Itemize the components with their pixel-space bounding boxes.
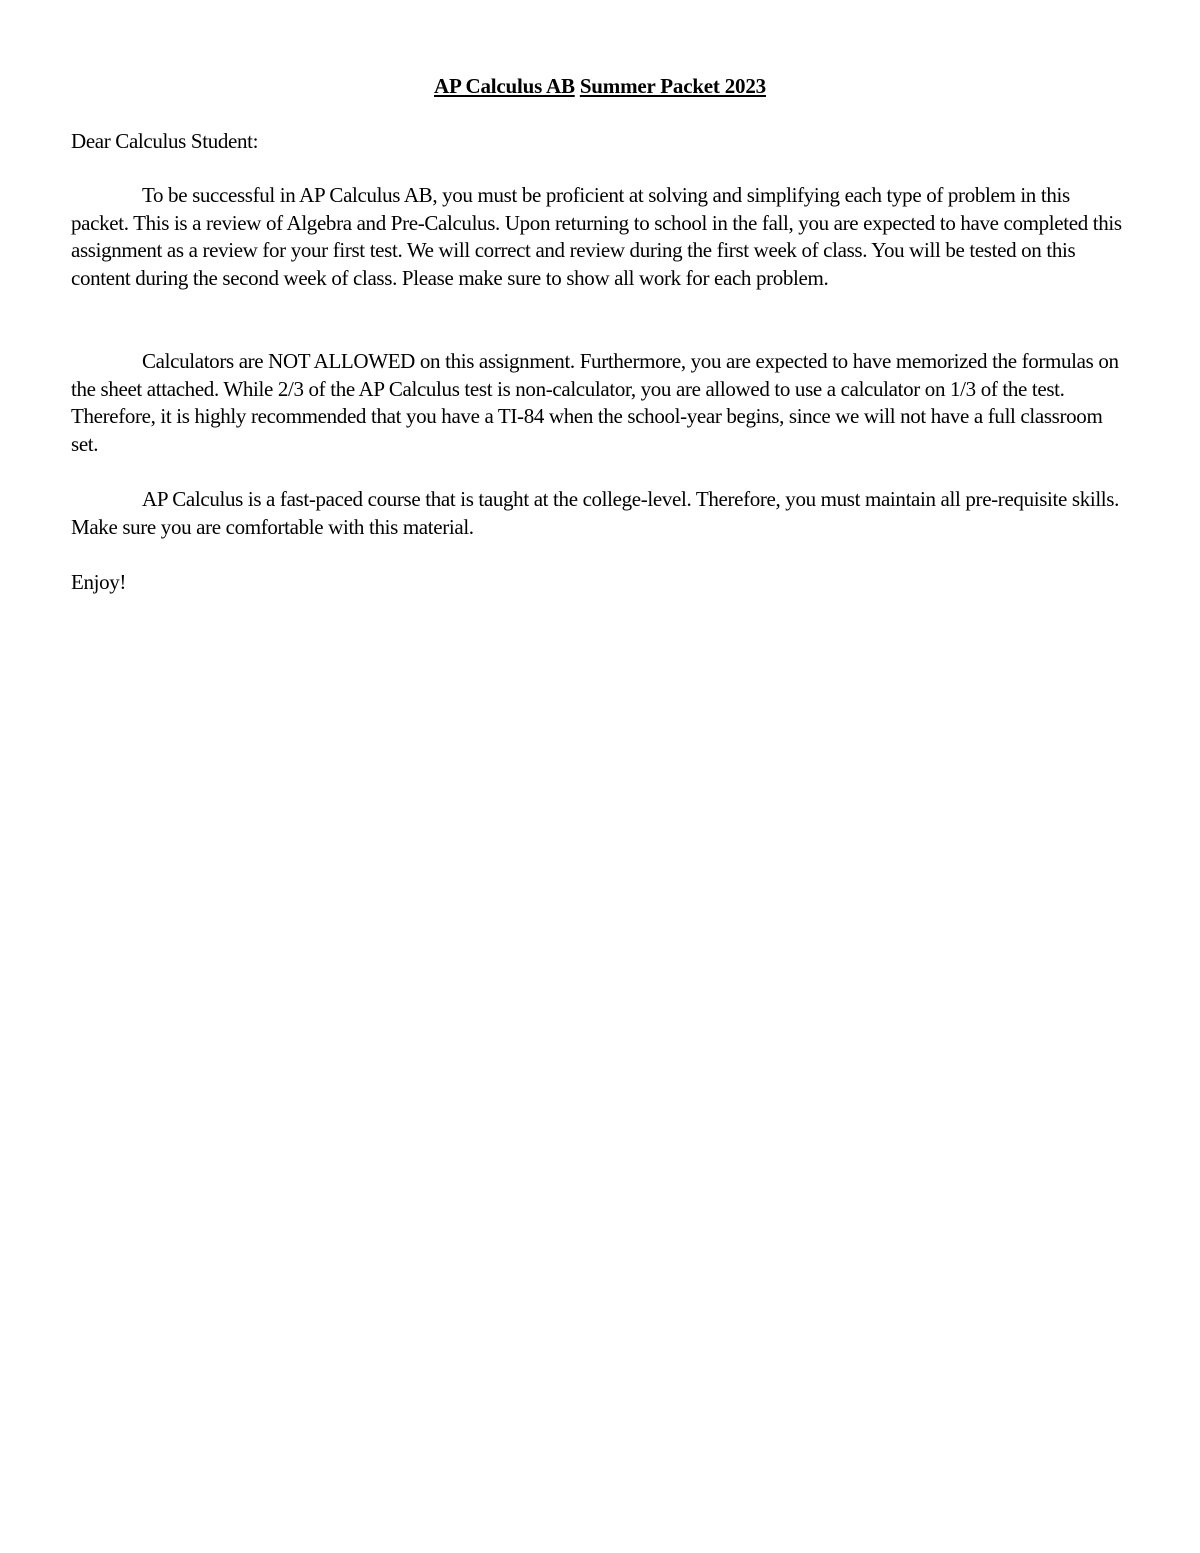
paragraph-calculators: Calculators are NOT ALLOWED on this assignment. Furthermore, you are expected to have memorized the formulas on the sheet attached. While 2/3 of the AP Calculus test is non-calculator, you are allowed to use a calculator on 1/3 of the test. Therefore, it is highly recommended that you have a TI-84 when the school-year begins, since we will not have a full classroom set.	[71, 349, 1119, 456]
title-course: AP Calculus AB	[434, 74, 575, 98]
salutation: Dear Calculus Student:	[71, 129, 259, 153]
closing: Enjoy!	[71, 570, 127, 594]
title-packet: Summer Packet 2023	[579, 74, 766, 98]
document-title	[0, 72, 1200, 100]
paragraph-intro: To be successful in AP Calculus AB, you must be proficient at solving and simplifying each type of problem in this packet. This is a review of Algebra and Pre-Calculus. Upon returning to school in the fall, you are expected to have completed this assignment as a review for your first test. We will correct and review during the first week of class. You will be tested on this content during the second week of class. Please make sure to show all work for each problem.	[71, 183, 1122, 290]
paragraph-course-pace: AP Calculus is a fast-paced course that is taught at the college-level. Therefore, you must maintain all pre-requisite skills. Make sure you are comfortable with this material.	[71, 487, 1120, 539]
